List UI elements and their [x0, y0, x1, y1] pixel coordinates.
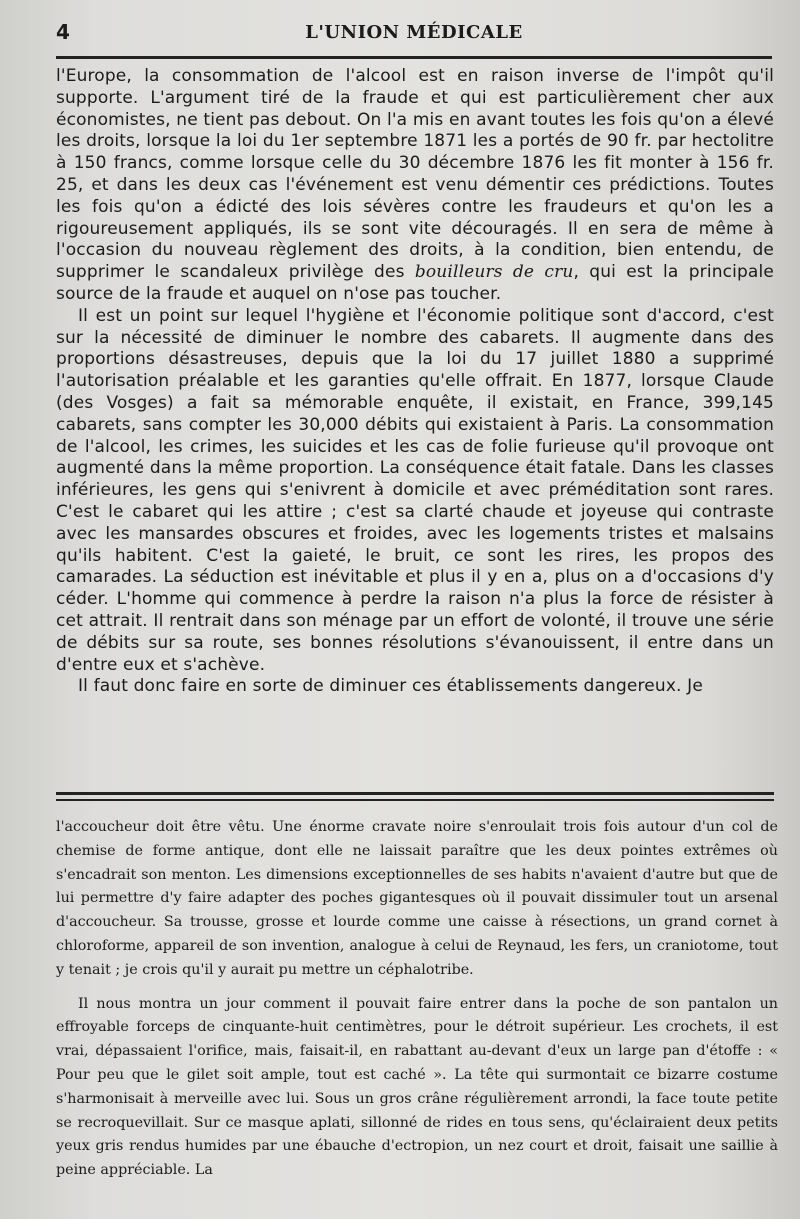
page-header: [56, 20, 772, 46]
footnote: [56, 816, 778, 1183]
page-number: 4: [56, 20, 70, 44]
main-paragraph-1-end: , qui est la principale source de la fraude et auquel on n'ose pas toucher.: [56, 262, 774, 304]
main-paragraph-2: Il est un point sur lequel l'hygiène et l'économie politique sont d'accord, c'est sur la nécessité de diminuer le nombre des cabarets. Il augmente dans des proportions désastreuses, depuis que la loi du 17 juillet 1880 a supprimé l'autorisation préalable et les garanties qu'elle offrait. En 1877, lorsque Claude (des Vosges) a fait sa mémorable enquête, il existait, en France, 399,145 cabarets, sans compter les 30,000 débits qui existaient à Paris. La consommation de l'alcool, les crimes, les suicides et les cas de folie furieuse qu'il provoque ont augmenté dans la même proportion. La conséquence était fatale. Dans les classes inférieures, les gens qui s'enivrent à domicile et avec préméditation sont rares. C'est le cabaret qui les attire ; c'est sa clarté chaude et joyeuse qui contraste avec les mansardes obscures et froides, avec les logements tristes et malsains qu'ils habitent. C'est la gaieté, le bruit, ce sont les rires, les propos des camarades. La séduction est inévitable et plus il y en a, plus on a d'occasions d'y céder. L'homme qui commence à perdre la raison n'a plus la force de résister à cet attrait. Il rentrait dans son ménage par un effort de volonté, il trouve une série de débits sur sa route, ses bonnes résolutions s'évanouissent, il entre dans un d'entre eux et s'achève.: [56, 305, 774, 675]
footnote-rule-thick: [56, 792, 774, 795]
main-paragraph-3: Il faut donc faire en sorte de diminuer ces établissements dangereux. Je: [78, 676, 703, 697]
main-text: [56, 66, 774, 698]
footnote-paragraph-2: Il nous montra un jour comment il pouvait faire entrer dans la poche de son pantalon un effroyable forceps de cinquante-huit centimètres, pour le détroit supérieur. Les crochets, il est vrai, dépassaient l'orifice, mais, faisait-il, en rabattant au-devant d'eux un large pan d'étoffe : « Pour peu que le gilet soit ample, tout est caché ». La tête qui surmontait ce bizarre costume s'harmonisait à merveille avec lui. Sous un gros crâne régulièrement arrondi, la face toute petite se recroquevillait. Sur ce masque aplati, sillonné de rides en tous sens, qu'éclairaient deux petits yeux gris rendus humides par une ébauche d'ectropion, un nez court et droit, faisait une saillie à peine appréciable. La: [56, 995, 778, 1179]
main-paragraph-1: [56, 66, 774, 306]
running-title: L'UNION MÉDICALE: [305, 22, 523, 43]
footnote-paragraph-1: l'accoucheur doit être vêtu. Une énorme cravate noire s'enroulait trois fois autour d'un col de chemise de forme antique, dont elle ne laissait paraître que les deux pointes extrêmes où s'encadrait son menton. Les dimensions exceptionnelles de ses habits n'avaient d'autre but que de lui permettre d'y faire adapter des poches gigantesques où il pouvait dissimuler tout un arsenal d'accoucheur. Sa trousse, grosse et lourde comme une caisse à résections, un grand cornet à chloroforme, appareil de son invention, analogue à celui de Reynaud, les fers, un craniotome, tout y tenait ; je crois qu'il y aurait pu mettre un céphalotribe.: [56, 819, 778, 978]
header-rule: [56, 56, 772, 59]
main-paragraph-1-text: l'Europe, la consommation de l'alcool est en raison inverse de l'impôt qu'il supporte. L'argument tiré de la fraude et qui est particulièrement cher aux économistes, ne tient pas debout. On l'a mis en avant toutes les fois qu'on a élevé les droits, lorsque la loi du 1er septembre 1871 les a portés de 90 fr. par hectolitre à 150 francs, comme lorsque celle du 30 décembre 1876 les fit monter à 156 fr. 25, et dans les deux cas l'événement est venu démentir ces prédictions. Toutes les fois qu'on a édicté des lois sévères contre les fraudeurs et qu'on les a rigoureusement appliqués, ils se sont vite découragés. Il en sera de même à l'occasion du nouveau règlement des droits, à la condition, bien entendu, de supprimer le scandaleux privilège des: [56, 66, 774, 283]
footnote-rule-thin: [56, 799, 774, 801]
main-paragraph-1-italic: bouilleurs de cru: [414, 262, 574, 283]
